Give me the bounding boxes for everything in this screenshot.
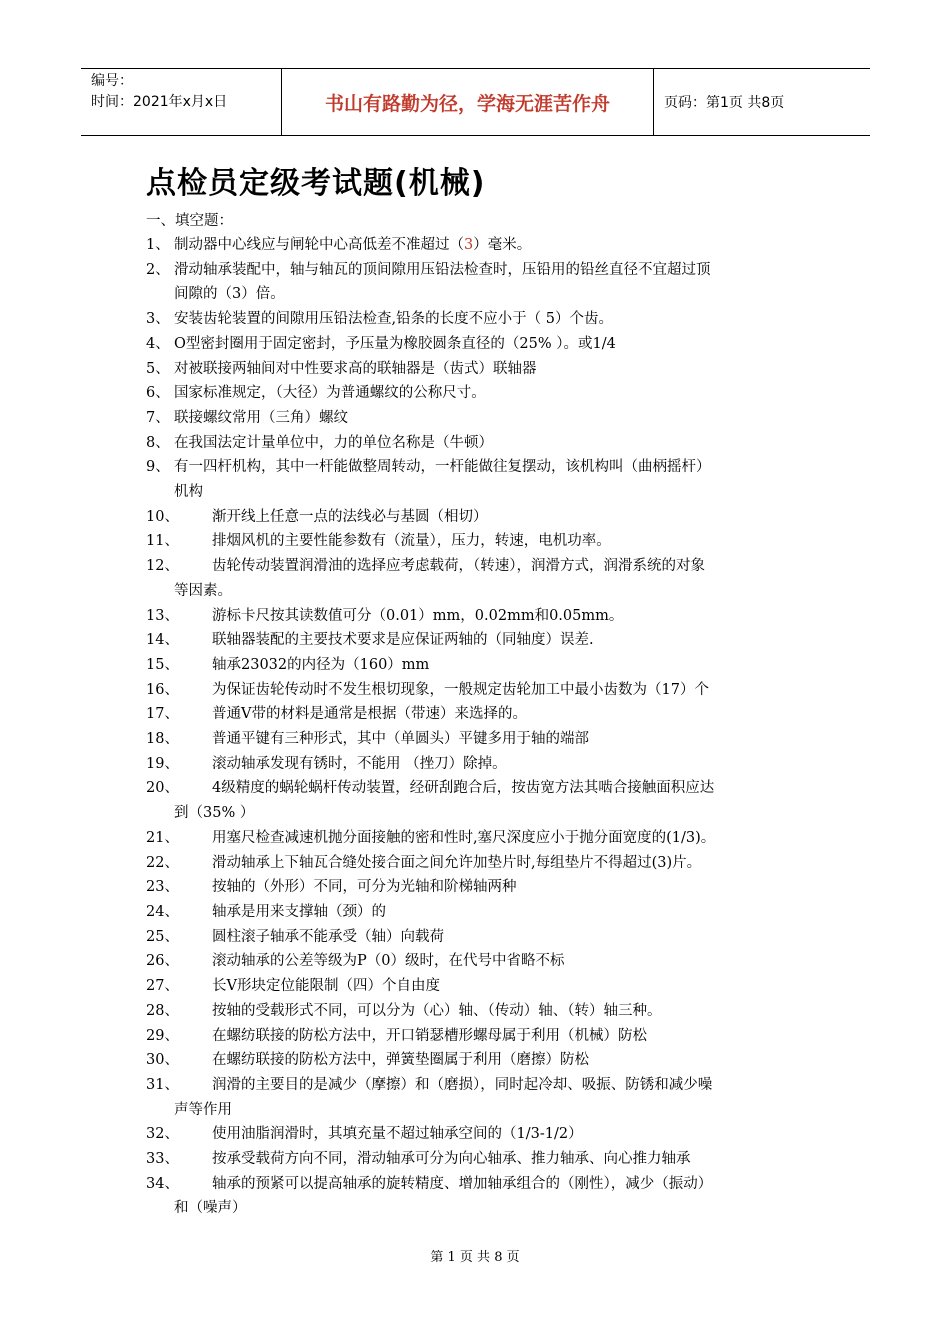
item-number: 4、	[146, 335, 170, 352]
item-number: 24、	[146, 903, 179, 920]
item-number: 1、	[146, 237, 170, 253]
header-page-info: 页码：第1页 共8页	[664, 95, 785, 111]
item-continuation: 等因素。	[174, 582, 232, 599]
item-continuation: 间隙的（3）倍。	[174, 286, 285, 303]
list-item	[146, 1147, 811, 1172]
list-item	[146, 678, 811, 703]
item-text: 润滑的主要目的是减少（摩擦）和（磨损），同时起冷却、吸振、防锈和减少噪	[212, 1076, 713, 1093]
item-text: 轴承是用来支撑轴（颈）的	[212, 903, 386, 920]
list-item	[146, 875, 811, 900]
list-item	[146, 529, 811, 554]
item-text: 长V形块定位能限制（四）个自由度	[212, 978, 440, 995]
item-number: 20、	[146, 780, 179, 797]
item-text: 滑动轴承装配中，轴与轴瓦的顶间隙用压铅法检查时，压铅用的铅丝直径不宜超过顶	[174, 261, 711, 278]
list-item	[146, 628, 811, 653]
item-text: 联轴器装配的主要技术要求是应保证两轴的（同轴度）误差.	[212, 632, 594, 649]
list-item	[146, 258, 811, 307]
item-number: 31、	[146, 1076, 179, 1093]
item-text: 联接螺纹常用（三角）螺纹	[174, 409, 348, 426]
item-text: 齿轮传动装置润滑油的选择应考虑载荷，（转速），润滑方式，润滑系统的对象	[212, 558, 705, 575]
list-item	[146, 604, 811, 629]
item-text: 按轴的（外形）不同，可分为光轴和阶梯轴两种	[212, 879, 517, 896]
list-item	[146, 999, 811, 1024]
item-number: 5、	[146, 360, 170, 377]
item-number: 13、	[146, 607, 179, 624]
item-text: 使用油脂润滑时，其填充量不超过轴承空间的（1/3-1/2）	[212, 1126, 583, 1143]
item-number: 19、	[146, 755, 179, 772]
list-item	[146, 925, 811, 950]
item-text: 按轴的受载形式不同，可以分为（心）轴、（传动）轴、（转）轴三种。	[212, 1002, 662, 1019]
item-text: 制动器中心线应与闸轮中心高低差不准超过（3）毫米。	[174, 237, 532, 253]
item-text: 对被联接两轴间对中性要求高的联轴器是（齿式）联轴器	[174, 360, 537, 377]
item-text: 4级精度的蜗轮蜗杆传动装置，经研刮跑合后，按齿宽方法其啮合接触面积应达	[212, 780, 715, 797]
document-title: 点检员定级考试题(机械)	[146, 166, 486, 201]
date-line: 时间：2021年x月x日	[91, 94, 228, 110]
item-number: 23、	[146, 879, 179, 896]
item-continuation: 和（噪声）	[174, 1200, 247, 1217]
item-number: 27、	[146, 978, 179, 995]
serial-label: 编号：	[91, 73, 133, 89]
list-item	[146, 1048, 811, 1073]
item-number: 29、	[146, 1027, 179, 1044]
list-item	[146, 505, 811, 530]
list-item	[146, 307, 811, 332]
list-item	[146, 900, 811, 925]
item-text: 排烟风机的主要性能参数有（流量），压力，转速，电机功率。	[212, 533, 611, 550]
list-item	[146, 826, 811, 851]
header-motto: 书山有路勤为径，学海无涯苦作舟	[282, 69, 654, 135]
header-left-cell	[81, 69, 282, 135]
item-number: 28、	[146, 1002, 179, 1019]
item-number: 6、	[146, 385, 170, 402]
item-number: 16、	[146, 681, 179, 698]
item-number: 12、	[146, 558, 179, 575]
item-text: 游标卡尺按其读数值可分（0.01）mm，0.02mm和0.05mm。	[212, 607, 624, 624]
item-number: 15、	[146, 656, 179, 673]
item-continuation: 到（35% ）	[174, 805, 255, 822]
item-text: 普通平键有三种形式，其中（单圆头）平键多用于轴的端部	[212, 731, 589, 748]
list-item	[146, 1073, 811, 1122]
item-text: 用塞尺检查减速机抛分面接触的密和性时,塞尺深度应小于抛分面宽度的(1/3)。	[212, 829, 716, 846]
item-number: 9、	[146, 459, 170, 476]
item-text: 滚动轴承发现有锈时，不能用 （挫刀）除掉。	[212, 755, 507, 772]
list-item	[146, 455, 811, 504]
item-text: 安装齿轮装置的间隙用压铅法检查,铅条的长度不应小于（ 5）个齿。	[174, 311, 613, 328]
list-item	[146, 1122, 811, 1147]
list-item	[146, 1172, 811, 1221]
item-number: 26、	[146, 953, 179, 970]
item-number: 7、	[146, 409, 170, 426]
list-item	[146, 431, 811, 456]
item-number: 2、	[146, 261, 170, 278]
item-continuation: 声等作用	[174, 1101, 232, 1118]
item-number: 3、	[146, 311, 170, 328]
list-item	[146, 702, 811, 727]
item-text: 滑动轴承上下轴瓦合缝处接合面之间允许加垫片时,每组垫片不得超过(3)片。	[212, 854, 702, 871]
item-text: 在螺纺联接的防松方法中，弹簧垫圈属于利用（磨擦）防松	[212, 1052, 589, 1069]
list-item	[146, 776, 811, 825]
item-text: 轴承23032的内径为（160）mm	[212, 656, 430, 673]
item-number: 32、	[146, 1126, 179, 1143]
item-number: 11、	[146, 533, 179, 550]
item-number: 34、	[146, 1175, 179, 1192]
list-item	[146, 653, 811, 678]
item-text: 国家标准规定，（大径）为普通螺纹的公称尺寸。	[174, 385, 486, 402]
section-heading: 一、填空题：	[146, 213, 233, 229]
list-item	[146, 752, 811, 777]
list-item	[146, 949, 811, 974]
list-item	[146, 554, 811, 603]
item-number: 8、	[146, 434, 170, 451]
item-text: 有一四杆机构，其中一杆能做整周转动，一杆能做往复摆动，该机构叫（曲柄摇杆）	[174, 459, 711, 476]
list-item	[146, 974, 811, 999]
item-text: O型密封圈用于固定密封，予压量为橡胶圆条直径的（25% ）。或1/4	[174, 335, 616, 352]
list-item	[146, 727, 811, 752]
item-number: 17、	[146, 706, 179, 723]
item-text: 为保证齿轮传动时不发生根切现象，一般规定齿轮加工中最小齿数为（17）个	[212, 681, 709, 698]
item-number: 18、	[146, 731, 179, 748]
list-item	[146, 332, 811, 357]
list-item	[146, 851, 811, 876]
header-box	[81, 68, 870, 136]
list-item	[146, 357, 811, 382]
list-item	[146, 233, 811, 258]
item-answer-highlight: 3	[464, 237, 474, 253]
item-text: 渐开线上任意一点的法线必与基圆（相切）	[212, 508, 488, 525]
list-item	[146, 406, 811, 431]
item-text: 按承受载荷方向不同，滑动轴承可分为向心轴承、推力轴承、向心推力轴承	[212, 1151, 691, 1168]
item-number: 22、	[146, 854, 179, 871]
item-text: 普通V带的材料是通常是根据（带速）来选择的。	[212, 706, 527, 723]
item-text: 圆柱滚子轴承不能承受（轴）向载荷	[212, 928, 444, 945]
item-number: 10、	[146, 508, 179, 525]
item-number: 25、	[146, 928, 179, 945]
item-text: 滚动轴承的公差等级为P（0）级时，在代号中省略不标	[212, 953, 565, 970]
item-text: 在螺纺联接的防松方法中，开口销瑟槽形螺母属于利用（机械）防松	[212, 1027, 647, 1044]
list-item	[146, 1024, 811, 1049]
item-number: 14、	[146, 632, 179, 649]
item-number: 30、	[146, 1052, 179, 1069]
item-text: 轴承的预紧可以提高轴承的旋转精度、增加轴承组合的（刚性），减少（振动）	[212, 1175, 713, 1192]
item-number: 33、	[146, 1151, 179, 1168]
page-footer: 第 1 页 共 8 页	[430, 1250, 520, 1265]
item-text: 在我国法定计量单位中，力的单位名称是（牛顿）	[174, 434, 493, 451]
question-list	[146, 233, 811, 1221]
item-continuation: 机构	[174, 484, 203, 501]
list-item	[146, 381, 811, 406]
item-number: 21、	[146, 829, 179, 846]
